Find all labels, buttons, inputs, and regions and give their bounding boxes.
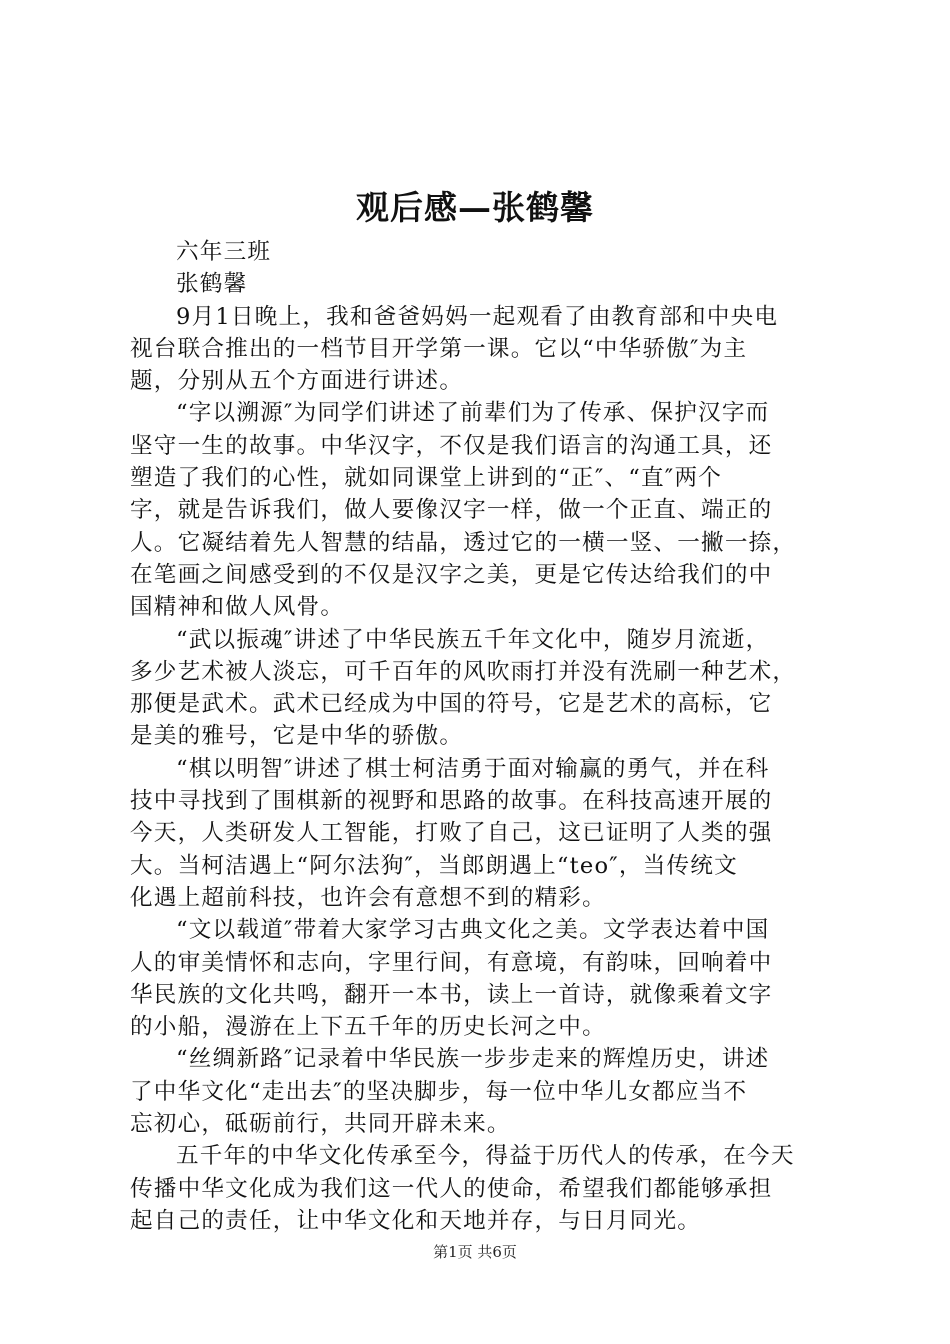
body-line: 字，就是告诉我们，做人要像汉字一样，做一个正直、端正的 [130, 497, 773, 524]
body-line: 的小船，漫游在上下五千年的历史长河之中。 [130, 1014, 606, 1041]
body-line: 多少艺术被人淡忘，可千百年的风吹雨打并没有洗刷一种艺术， [130, 658, 797, 685]
body-line: 坚守一生的故事。中华汉字，不仅是我们语言的沟通工具，还 [130, 432, 773, 459]
body-line: “文以载道″带着大家学习古典文化之美。文学表达着中国 [176, 917, 770, 944]
body-line: 塑造了我们的心性，就如同课堂上讲到的“正″、“直″两个 [130, 465, 723, 492]
body-line: 是美的雅号，它是中华的骄傲。 [130, 723, 464, 750]
body-line: 人的审美情怀和志向，字里行间，有意境，有韵味，回响着中 [130, 949, 773, 976]
body-line: 那便是武术。武术已经成为中国的符号，它是艺术的高标，它 [130, 691, 773, 718]
body-line: “棋以明智″讲述了棋士柯洁勇于面对输赢的勇气，并在科 [176, 755, 770, 782]
body-line: “字以溯源″为同学们讲述了前辈们为了传承、保护汉字而 [176, 400, 770, 427]
body-line: 五千年的中华文化传承至今，得益于历代人的传承，在今天 [176, 1143, 795, 1170]
body-line: 了中华文化“走出去″的坚决脚步，每一位中华儿女都应当不 [130, 1078, 748, 1105]
document-body [130, 236, 830, 1237]
page-footer: 第1页 共6页 [433, 1243, 517, 1261]
body-line: 9月1日晚上，我和爸爸妈妈一起观看了由教育部和中央电 [176, 303, 779, 330]
body-line: 在笔画之间感受到的不仅是汉字之美，更是它传达给我们的中 [130, 561, 773, 588]
class-line: 六年三班 [176, 239, 272, 265]
body-line: 技中寻找到了围棋新的视野和思路的故事。在科技高速开展的 [130, 788, 773, 815]
body-line: 传播中华文化成为我们这一代人的使命，希望我们都能够承担 [130, 1175, 773, 1202]
body-line: “丝绸新路″记录着中华民族一步步走来的辉煌历史，讲述 [176, 1046, 770, 1073]
body-line: 视台联合推出的一档节目开学第一课。它以“中华骄傲″为主 [130, 335, 748, 362]
body-line: 国精神和做人风骨。 [130, 594, 345, 621]
body-line: 起自己的责任，让中华文化和天地并存，与日月同光。 [130, 1207, 702, 1234]
body-line: 大。当柯洁遇上“阿尔法狗″，当郎朗遇上“teo″，当传统文 [130, 852, 738, 879]
body-line: 今天，人类研发人工智能，打败了自己，这已证明了人类的强 [130, 820, 773, 847]
body-line: 人。它凝结着先人智慧的结晶，透过它的一横一竖、一撇一捺， [130, 529, 797, 556]
body-line: 题，分别从五个方面进行讲述。 [130, 368, 464, 395]
body-line: 华民族的文化共鸣，翻开一本书，读上一首诗，就像乘着文字 [130, 981, 773, 1008]
author-line: 张鹤馨 [176, 271, 248, 298]
body-line: “武以振魂″讲述了中华民族五千年文化中，随岁月流逝， [176, 626, 770, 653]
body-line: 化遇上超前科技，也许会有意想不到的精彩。 [130, 884, 606, 911]
body-line: 忘初心，砥砺前行，共同开辟未来。 [130, 1111, 511, 1138]
document-title: 观后感—张鹤馨 [356, 188, 594, 227]
